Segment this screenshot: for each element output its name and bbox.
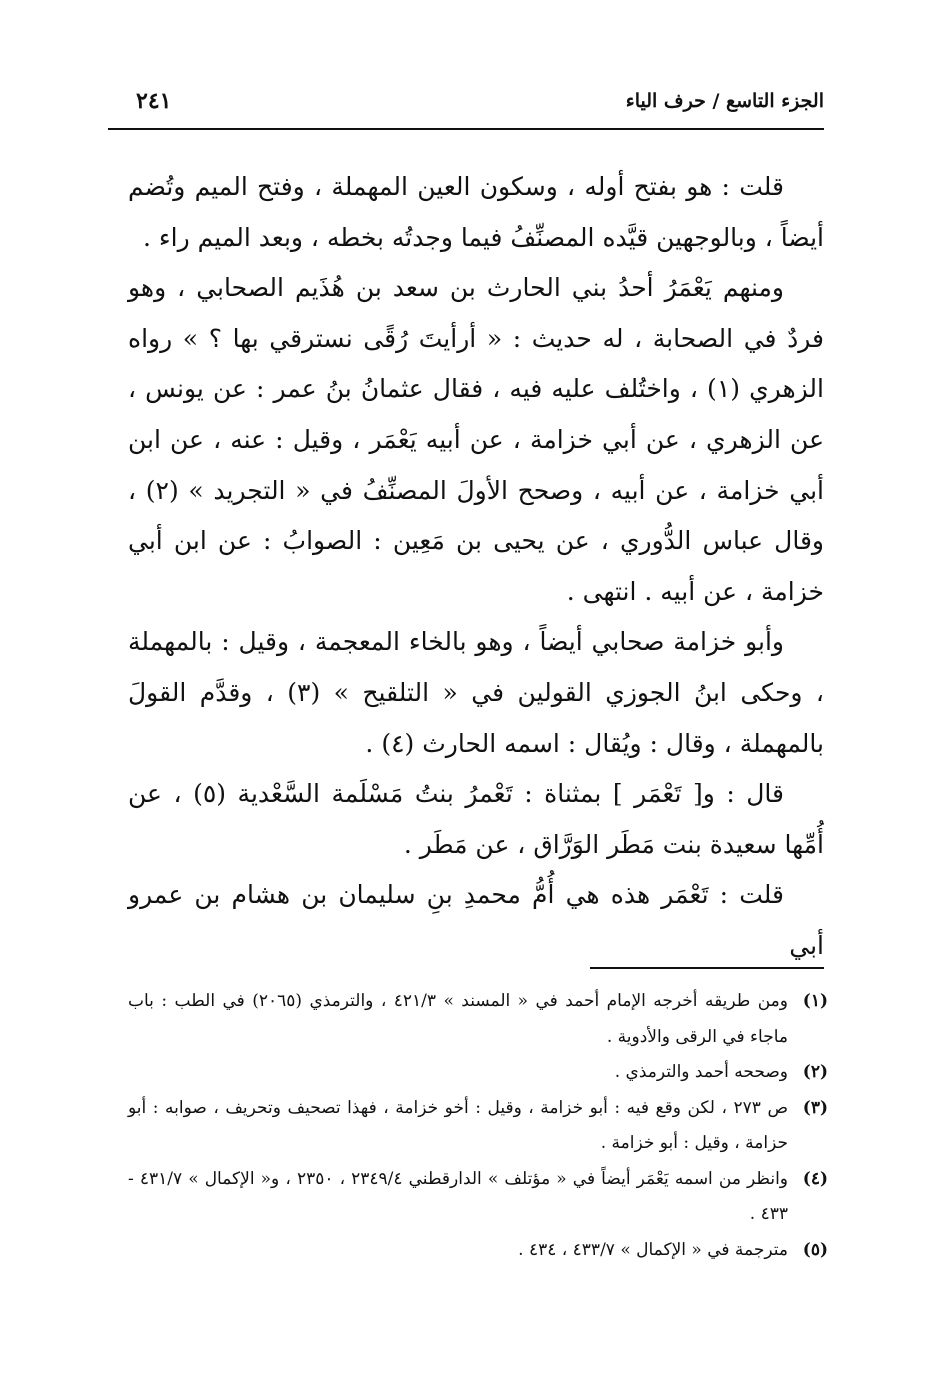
header-rule (108, 128, 824, 130)
paragraph: قال : و[ تَعْمَر ] بمثناة : تَعْمرُ بنتُ مَسْلَمة السَّعْدية (٥) ، عن أُمِّها سعيدة بنت مَطَر الوَرَّاق ، عن مَطَر . (128, 779, 824, 859)
footnote-text: ص ٢٧٣ ، لكن وقع فيه : أبو خزامة ، وقيل : أخو خزامة ، فهذا تصحيف وتحريف ، صوابه : أبو حزامة ، وقيل : أبو خزامة . (128, 1097, 788, 1153)
footnotes (128, 984, 828, 1268)
running-header (108, 84, 824, 128)
footnote (128, 1055, 828, 1091)
footnote-text: وانظر من اسمه يَعْمَر أيضاً في « مؤتلف » الدارقطني ٢٣٤٩/٤ ، ٢٣٥٠ ، و« الإكمال » ٤٣١/٧ - ٤٣٣ . (128, 1168, 789, 1224)
footnote-text: مترجمة في « الإكمال » ٤٣٣/٧ ، ٤٣٤ . (518, 1239, 788, 1260)
footnote-text: ومن طريقه أخرجه الإمام أحمد في « المسند » ٤٢١/٣ ، والترمذي (٢٠٦٥) في الطب : باب ماجاء في الرقى والأدوية . (128, 991, 788, 1047)
footnote-separator (590, 967, 824, 969)
paragraph: وأبو خزامة صحابي أيضاً ، وهو بالخاء المعجمة ، وقيل : بالمهملة ، وحكى ابنُ الجوزي القولين في « التلقيح » (٣) ، وقدَّم القولَ بالمهملة ، وقال : ويُقال : اسمه الحارث (٤) . (128, 627, 824, 758)
footnote-number: (٥) (802, 1239, 828, 1260)
footnote (128, 1162, 828, 1233)
footnote-number: (٢) (802, 1062, 828, 1082)
footnote (128, 984, 828, 1055)
paragraph: قلت : هو بفتح أوله ، وسكون العين المهملة ، وفتح الميم وتُضم أيضاً ، وبالوجهين قيَّده المصنِّفُ فيما وجدتُه بخطه ، وبعد الميم راء . (128, 172, 824, 252)
footnote (128, 1233, 828, 1269)
footnote-number: (٣) (802, 1097, 828, 1118)
page-number: ٢٤١ (136, 88, 172, 114)
footnote-text: وصححه أحمد والترمذي . (614, 1062, 788, 1082)
running-header-title: الجزء التاسع / حرف الياء (625, 90, 824, 112)
footnote (128, 1091, 828, 1162)
main-text (128, 162, 824, 972)
footnote-number: (١) (802, 991, 828, 1011)
paragraph: قلت : تَعْمَر هذه هي أُمُّ محمدِ بنِ سليمان بن هشام بن عمرو أبي (128, 880, 824, 960)
footnote-number: (٤) (802, 1168, 828, 1189)
paragraph: ومنهم يَعْمَرُ أحدُ بني الحارث بن سعد بن هُذَيم الصحابي ، وهو فردٌ في الصحابة ، له حديث : « أرأيتَ رُقًى نسترقي بها ؟ » رواه الزهري (١) ، واختُلف عليه فيه ، فقال عثمانُ بنُ عمر : عن يونس ، عن الزهري ، عن أبي خزامة ، عن أبيه يَعْمَر ، وقيل : عنه ، عن ابن أبي خزامة ، عن أبيه ، وصحح الأولَ المصنِّفُ في « التجريد » (٢) ، وقال عباس الدُّوري ، عن يحيى بن مَعِين : الصوابُ : عن ابن أبي خزامة ، عن أبيه . انتهى . (128, 273, 824, 606)
